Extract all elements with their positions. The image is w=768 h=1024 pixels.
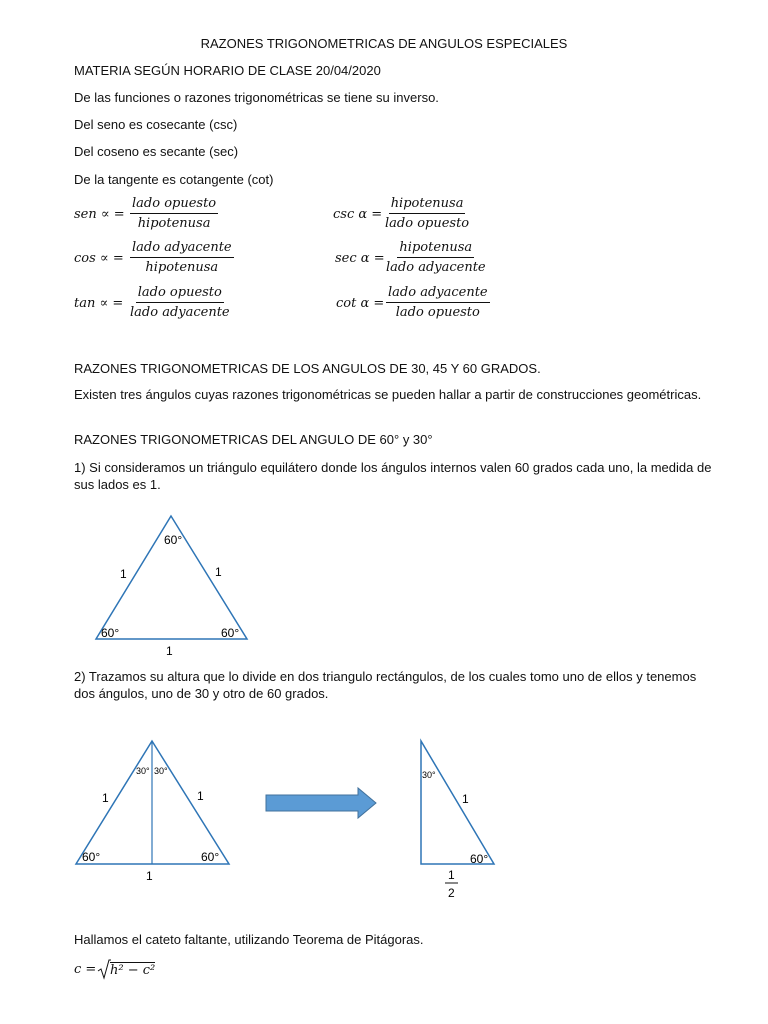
fig2-base: 1 [146, 869, 153, 883]
step1-text: 1) Si consideramos un triángulo equilátero donde los ángulos internos valen 60 grados cada uno, la medida de sus lados es 1. [74, 460, 712, 492]
step2-text: 2) Trazamos su altura que lo divide en dos triangulo rectángulos, de los cuales tomo uno de ellos y tenemos dos ángulos, uno de 30 y otro de 60 grados. [74, 669, 697, 701]
fig3-bottom-angle: 60° [470, 852, 489, 866]
fig2-left-angle: 60° [82, 850, 101, 864]
formula-sec-numerator: hipotenusa [397, 240, 474, 258]
intro-text: De las funciones o razones trigonométricas se tiene su inverso. [74, 90, 439, 105]
fig1-base: 1 [166, 644, 173, 658]
fig1-right-side: 1 [215, 565, 222, 579]
formula-cos-lhs: cos ∝ = [74, 251, 124, 266]
fig2-right-angle: 60° [201, 850, 220, 864]
formula-tan-numerator: lado opuesto [136, 285, 224, 303]
inverse-line-tangent: De la tangente es cotangente (cot) [74, 172, 274, 187]
final-formula-radicand: h² − c² [110, 963, 156, 978]
fig3-hypotenuse: 1 [462, 792, 469, 806]
page-title: RAZONES TRIGONOMETRICAS DE ANGULOS ESPECIALES [200, 36, 568, 51]
fig3-base-numerator: 1 [448, 868, 455, 882]
formula-sec-denominator: lado adyacente [386, 260, 486, 275]
pythagoras-text: Hallamos el cateto faltante, utilizando Teorema de Pitágoras. [74, 932, 424, 947]
fig2-left-side: 1 [102, 791, 109, 805]
right-triangle [421, 741, 494, 864]
formula-cot-denominator: lado opuesto [395, 305, 480, 320]
fig3-top-angle: 30° [422, 770, 436, 780]
right-arrow-icon [266, 788, 376, 818]
formula-cos-denominator: hipotenusa [145, 260, 219, 275]
formula-sen-denominator: hipotenusa [137, 216, 211, 231]
formula-csc-denominator: lado opuesto [385, 216, 470, 231]
fig1-top-angle: 60° [164, 533, 183, 547]
formula-csc-lhs: csc α = [333, 207, 383, 222]
section-heading: RAZONES TRIGONOMETRICAS DE LOS ANGULOS DE 30, 45 Y 60 GRADOS. [74, 361, 541, 376]
fig2-half-left-angle: 30° [136, 766, 150, 776]
inverse-line-sine: Del seno es cosecante (csc) [74, 117, 238, 132]
formula-cos-numerator: lado adyacente [130, 240, 234, 258]
fig1-right-angle: 60° [221, 626, 240, 640]
subject-line: MATERIA SEGÚN HORARIO DE CLASE 20/04/2020 [74, 63, 381, 78]
fig2-half-right-angle: 30° [154, 766, 168, 776]
formula-sen-lhs: sen ∝ = [74, 207, 125, 222]
formula-cot-lhs: cot α = [336, 296, 385, 311]
section-text: Existen tres ángulos cuyas razones trigonométricas se pueden hallar a partir de construcciones geométricas. [74, 387, 702, 402]
formula-csc-numerator: hipotenusa [389, 196, 466, 214]
final-formula-lhs: c = [74, 962, 97, 977]
formula-sen-numerator: lado opuesto [130, 196, 218, 214]
formula-tan-denominator: lado adyacente [130, 305, 230, 320]
formula-tan-lhs: tan ∝ = [74, 296, 124, 311]
fig3-base-denominator: 2 [448, 886, 455, 900]
fig2-right-side: 1 [197, 789, 204, 803]
formula-sec-lhs: sec α = [335, 251, 385, 266]
inverse-line-cosine: Del coseno es secante (sec) [74, 144, 239, 159]
sub-heading: RAZONES TRIGONOMETRICAS DEL ANGULO DE 60° y 30° [74, 432, 433, 447]
formula-cot-numerator: lado adyacente [386, 285, 490, 303]
square-root-icon [97, 958, 111, 980]
fig1-left-side: 1 [120, 567, 127, 581]
fig1-left-angle: 60° [101, 626, 120, 640]
